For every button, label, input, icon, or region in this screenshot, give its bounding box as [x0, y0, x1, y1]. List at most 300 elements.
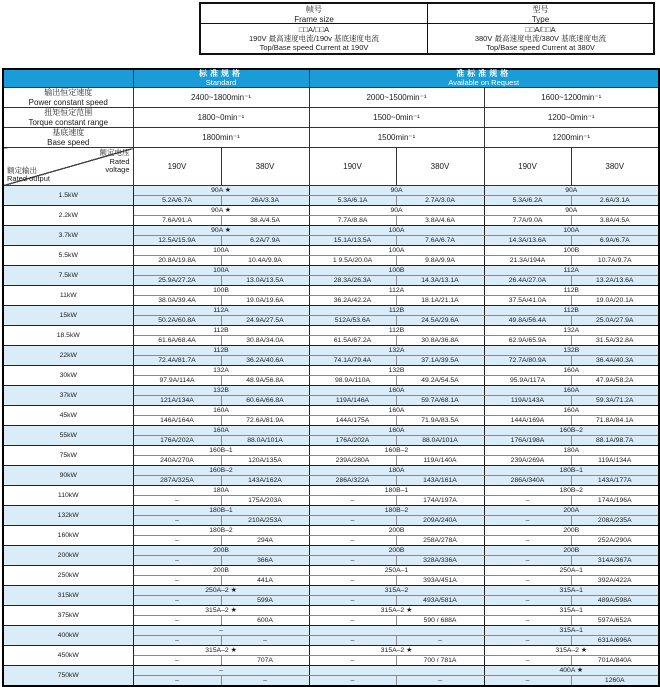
- current-value: –: [396, 636, 484, 646]
- current-value: –: [484, 536, 571, 546]
- voltage-header: 190V: [309, 148, 396, 186]
- current-value: –: [309, 676, 396, 687]
- frame-size-value: 100A: [133, 246, 309, 256]
- current-value: 10.4A/9.9A: [221, 256, 309, 266]
- type-header: [428, 4, 653, 24]
- current-value: 286A/322A: [309, 476, 396, 486]
- category-band: [3, 69, 659, 88]
- frame-size-value: 112B: [484, 286, 659, 296]
- current-value: 21.3A/194A: [484, 256, 571, 266]
- current-value: 9.8A/9.9A: [396, 256, 484, 266]
- frame-size-row: [3, 586, 659, 596]
- current-value: 13.0A/13.5A: [221, 276, 309, 286]
- spec-value: 1500min⁻¹: [309, 128, 484, 148]
- current-value: 97.9A/114A: [133, 376, 221, 386]
- spec-table: [2, 68, 660, 687]
- frame-size-row: [3, 526, 659, 536]
- voltage-header-row: [3, 148, 659, 186]
- current-value: –: [484, 596, 571, 606]
- type-desc-en: Top/Base speed Current at 380V: [486, 43, 595, 53]
- frame-size-value: 90A: [484, 186, 659, 196]
- power-rating-label: 18.5kW: [3, 326, 133, 346]
- current-value: –: [309, 536, 396, 546]
- type-title-en: Type: [531, 15, 550, 24]
- current-value: 15.1A/13.5A: [309, 236, 396, 246]
- power-constant-speed-label-en: Power constant speed: [28, 97, 108, 107]
- current-value: –: [221, 636, 309, 646]
- frame-size-value: 180A: [484, 446, 659, 456]
- current-value: 36.2A/40.6A: [221, 356, 309, 366]
- current-value: 700 / 781A: [396, 656, 484, 666]
- frame-size-value: 90A ★: [133, 186, 309, 196]
- frame-size-value: 250A–1: [484, 566, 659, 576]
- frame-size-value: 112B: [484, 306, 659, 316]
- current-value: –: [133, 556, 221, 566]
- power-rating-label: 400kW: [3, 626, 133, 646]
- frame-size-row: [3, 186, 659, 196]
- frame-size-value: 200A: [484, 506, 659, 516]
- frame-size-row: [3, 306, 659, 316]
- frame-size-value: 160B–2: [133, 466, 309, 476]
- current-value: 38.A/4.5A: [221, 216, 309, 226]
- current-value: 36.2A/42.2A: [309, 296, 396, 306]
- band-blank-cell: [3, 69, 133, 88]
- frame-size-value: 315A–2 ★: [133, 606, 309, 616]
- frame-size-row: [3, 546, 659, 556]
- frame-size-value: 90A: [484, 206, 659, 216]
- current-value: 7.6A/91.A: [133, 216, 221, 226]
- type-code: □□A/□□A: [525, 25, 556, 34]
- base-speed-label: [3, 128, 133, 148]
- current-value: 119A/140A: [396, 456, 484, 466]
- current-value: 31.5A/32.8A: [571, 336, 659, 346]
- frame-size-row: [3, 606, 659, 616]
- current-value: 146A/164A: [133, 416, 221, 426]
- current-value: 121A/134A: [133, 396, 221, 406]
- frame-size-value: 315A–2 ★: [309, 646, 484, 656]
- frame-size-value: 100B: [133, 286, 309, 296]
- power-rating-label: 1.5kW: [3, 186, 133, 206]
- current-value: –: [484, 656, 571, 666]
- power-rating-label: 11kW: [3, 286, 133, 306]
- current-value: 18.1A/21.1A: [396, 296, 484, 306]
- current-value: 71.8A/84.1A: [571, 416, 659, 426]
- current-value: 25.9A/27.2A: [133, 276, 221, 286]
- current-value: 6.2A/7.9A: [221, 236, 309, 246]
- power-rating-label: 90kW: [3, 466, 133, 486]
- frame-size-value: 90A ★: [133, 206, 309, 216]
- request-band-en: Available on Request: [448, 77, 520, 87]
- frame-size-value: –: [133, 666, 309, 676]
- current-value: 328A/336A: [396, 556, 484, 566]
- current-value: 37.1A/39.5A: [396, 356, 484, 366]
- current-value: 30.8A/34.0A: [221, 336, 309, 346]
- current-value: –: [133, 596, 221, 606]
- current-value: –: [133, 656, 221, 666]
- frame-size-value: 112B: [133, 346, 309, 356]
- current-value: –: [309, 636, 396, 646]
- current-value: 38.0A/39.4A: [133, 296, 221, 306]
- current-value: 62.9A/65.9A: [484, 336, 571, 346]
- current-value: 209A/240A: [396, 516, 484, 526]
- current-value: –: [309, 496, 396, 506]
- current-value: 239A/269A: [484, 456, 571, 466]
- current-value: 60.6A/66.8A: [221, 396, 309, 406]
- torque-constant-range-label-cn: 扭矩恒定范围: [44, 108, 93, 118]
- type-info: [427, 4, 653, 53]
- frame-size-value: 180B–1: [484, 466, 659, 476]
- current-value: –: [484, 556, 571, 566]
- current-value: 88.0A/101A: [396, 436, 484, 446]
- power-rating-label: 200kW: [3, 546, 133, 566]
- standard-band-en: Standard: [205, 77, 237, 87]
- current-value: 50.2A/60.8A: [133, 316, 221, 326]
- current-value: –: [484, 636, 571, 646]
- current-value: 599A: [221, 596, 309, 606]
- current-value: 28.3A/26.3A: [309, 276, 396, 286]
- spec-value: 1800min⁻¹: [133, 128, 309, 148]
- power-rating-label: 110kW: [3, 486, 133, 506]
- current-value: 176A/198A: [484, 436, 571, 446]
- current-value: 49.8A/56.4A: [484, 316, 571, 326]
- spec-value: 1200~0min⁻¹: [484, 108, 659, 128]
- power-rating-label: 15kW: [3, 306, 133, 326]
- frame-size-value: 180B–2: [309, 506, 484, 516]
- frame-size-row: [3, 666, 659, 676]
- power-rating-label: 450kW: [3, 646, 133, 666]
- current-value: 144A/169A: [484, 416, 571, 426]
- power-rating-label: 37kW: [3, 386, 133, 406]
- base-speed-label-cn: 基底速度: [52, 128, 85, 138]
- current-value: 59.7A/68.1A: [396, 396, 484, 406]
- current-value: 19.0A/20.1A: [571, 296, 659, 306]
- current-value: –: [309, 516, 396, 526]
- rated-output-label-en: Rated output: [7, 174, 50, 184]
- frame-size-value: –: [133, 626, 309, 636]
- frame-size-row: [3, 386, 659, 396]
- frame-size-info: [201, 4, 427, 53]
- spec-table-body: [3, 186, 659, 687]
- current-value: 119A/146A: [309, 396, 396, 406]
- rated-voltage-label: [84, 149, 130, 175]
- current-value: 98.9A/110A: [309, 376, 396, 386]
- power-rating-label: 55kW: [3, 426, 133, 446]
- frame-size-value: 100A: [309, 246, 484, 256]
- frame-size-value: 160B–2: [484, 426, 659, 436]
- power-constant-speed-row: [3, 88, 659, 108]
- spec-value: 1500~0min⁻¹: [309, 108, 484, 128]
- current-value: 1260A: [571, 676, 659, 687]
- frame-size-value: 132B: [309, 366, 484, 376]
- frame-size-value: 315A–1: [484, 626, 659, 636]
- current-value: 12.5A/15.9A: [133, 236, 221, 246]
- current-value: 143A/161A: [396, 476, 484, 486]
- spec-value: 2000~1500min⁻¹: [309, 88, 484, 108]
- current-value: 240A/270A: [133, 456, 221, 466]
- current-value: 489A/598A: [571, 596, 659, 606]
- frame-size-value: 112A: [309, 286, 484, 296]
- frame-size-value: [309, 626, 484, 636]
- frame-size-value: 315A–2: [309, 586, 484, 596]
- frame-size-value: 90A: [309, 206, 484, 216]
- current-value: –: [309, 596, 396, 606]
- rated-output-label: [7, 167, 50, 184]
- current-value: 143A/177A: [571, 476, 659, 486]
- base-speed-row: [3, 128, 659, 148]
- frame-size-title-cn: 帧号: [306, 5, 322, 14]
- current-value: 72.7A/80.9A: [484, 356, 571, 366]
- frame-size-value: 400A ★: [484, 666, 659, 676]
- frame-size-code: □□A/□□A: [298, 25, 330, 34]
- current-value: 2.6A/3.1A: [571, 196, 659, 206]
- current-value: 3.8A/4.5A: [571, 216, 659, 226]
- current-value: 210A/253A: [221, 516, 309, 526]
- power-rating-label: 45kW: [3, 406, 133, 426]
- current-value: 119A/143A: [484, 396, 571, 406]
- current-value: 7.7A/9.0A: [484, 216, 571, 226]
- spec-value: 2400~1800min⁻¹: [133, 88, 309, 108]
- current-value: 314A/367A: [571, 556, 659, 566]
- frame-size-value: 160B–2: [309, 446, 484, 456]
- current-value: –: [133, 576, 221, 586]
- base-speed-label-en: Base speed: [47, 137, 90, 147]
- current-value: 30.8A/36.8A: [396, 336, 484, 346]
- frame-size-row: [3, 246, 659, 256]
- frame-size-desc-en: Top/Base speed Current at 190V: [259, 43, 369, 53]
- frame-size-value: 132A: [133, 366, 309, 376]
- frame-size-value: 160A: [133, 426, 309, 436]
- frame-size-value: 315A–1: [484, 606, 659, 616]
- current-value: 120A/135A: [221, 456, 309, 466]
- frame-size-value: 180A: [309, 466, 484, 476]
- power-rating-label: 5.5kW: [3, 246, 133, 266]
- current-value: 24.5A/29.6A: [396, 316, 484, 326]
- power-rating-label: 750kW: [3, 666, 133, 687]
- current-value: 59.3A/71.2A: [571, 396, 659, 406]
- power-rating-label: 132kW: [3, 506, 133, 526]
- current-value: –: [309, 616, 396, 626]
- current-value: 175A/203A: [221, 496, 309, 506]
- frame-size-value: 100B: [484, 246, 659, 256]
- current-value: 144A/175A: [309, 416, 396, 426]
- frame-size-row: [3, 646, 659, 656]
- current-value: 366A: [221, 556, 309, 566]
- frame-size-row: [3, 626, 659, 636]
- frame-size-value: 132A: [309, 346, 484, 356]
- torque-constant-range-row: [3, 108, 659, 128]
- frame-size-value: 160A: [309, 426, 484, 436]
- frame-size-row: [3, 346, 659, 356]
- frame-size-value: 160B–1: [133, 446, 309, 456]
- frame-size-row: [3, 566, 659, 576]
- frame-size-value: 132B: [484, 346, 659, 356]
- type-desc-cn: 380V 最高速度电流/380V 基底速度电流: [474, 34, 607, 44]
- current-value: –: [484, 496, 571, 506]
- frame-size-row: [3, 406, 659, 416]
- current-value: –: [484, 616, 571, 626]
- frame-size-value: 132A: [484, 326, 659, 336]
- frame-size-value: 315A–2 ★: [484, 646, 659, 656]
- frame-size-row: [3, 466, 659, 476]
- frame-size-value: 180A: [133, 486, 309, 496]
- current-value: 600A: [221, 616, 309, 626]
- current-value: 3.8A/4.6A: [396, 216, 484, 226]
- current-value: 10.7A/9.7A: [571, 256, 659, 266]
- current-value: 174A/197A: [396, 496, 484, 506]
- frame-size-value: 180B–1: [309, 486, 484, 496]
- type-title-cn: 型号: [532, 5, 549, 14]
- frame-size-row: [3, 286, 659, 296]
- current-value: 239A/280A: [309, 456, 396, 466]
- voltage-header: 380V: [221, 148, 309, 186]
- frame-size-value: 112B: [309, 306, 484, 316]
- frame-size-value: 180B–1: [133, 506, 309, 516]
- current-value: 176A/202A: [133, 436, 221, 446]
- current-value: –: [133, 536, 221, 546]
- current-value: –: [484, 576, 571, 586]
- current-value: 5.3A/6.2A: [484, 196, 571, 206]
- current-value: 5.3A/6.1A: [309, 196, 396, 206]
- frame-size-value: 180B–2: [484, 486, 659, 496]
- frame-size-value: 112B: [309, 326, 484, 336]
- rated-voltage-label-en: Rated voltage: [105, 156, 130, 175]
- current-value: 14.3A/13.1A: [396, 276, 484, 286]
- frame-size-row: [3, 426, 659, 436]
- current-value: 6.9A/6.7A: [571, 236, 659, 246]
- current-value: 2.7A/3.0A: [396, 196, 484, 206]
- frame-size-value: 160A: [484, 386, 659, 396]
- frame-size-value: 100A: [484, 226, 659, 236]
- current-value: –: [133, 636, 221, 646]
- frame-size-value: 100B: [309, 266, 484, 276]
- current-value: 61.6A/68.4A: [133, 336, 221, 346]
- current-value: 61.5A/67.2A: [309, 336, 396, 346]
- current-value: 47.9A/58.2A: [571, 376, 659, 386]
- current-value: 71.9A/83.5A: [396, 416, 484, 426]
- frame-size-row: [3, 366, 659, 376]
- power-rating-label: 30kW: [3, 366, 133, 386]
- power-rating-label: 160kW: [3, 526, 133, 546]
- current-value: 24.9A/27.5A: [221, 316, 309, 326]
- current-value: 286A/340A: [484, 476, 571, 486]
- request-band: [309, 69, 659, 88]
- current-value: 287A/325A: [133, 476, 221, 486]
- torque-constant-range-label-en: Torque constant range: [28, 117, 109, 127]
- current-value: 393A/451A: [396, 576, 484, 586]
- current-value: 14.3A/13.6A: [484, 236, 571, 246]
- rated-output-label-cn: 额定输出: [7, 165, 37, 175]
- frame-size-row: [3, 266, 659, 276]
- current-value: –: [309, 576, 396, 586]
- current-value: –: [133, 676, 221, 687]
- frame-size-value: 132B: [133, 386, 309, 396]
- rated-voltage-label-cn: 额定电压: [99, 148, 130, 158]
- frame-size-value: 90A ★: [133, 226, 309, 236]
- current-value: –: [484, 676, 571, 687]
- current-value: –: [309, 556, 396, 566]
- current-value: 1 9.5A/20.0A: [309, 256, 396, 266]
- current-value: 19.0A/19.6A: [221, 296, 309, 306]
- frame-size-value: 200B: [484, 546, 659, 556]
- voltage-header: 190V: [484, 148, 571, 186]
- power-rating-label: 3.7kW: [3, 226, 133, 246]
- type-description: [428, 24, 653, 53]
- frame-size-value: 112A: [484, 266, 659, 276]
- current-value: 48.9A/56.8A: [221, 376, 309, 386]
- frame-size-value: 180B–2: [133, 526, 309, 536]
- current-value: 258A/278A: [396, 536, 484, 546]
- current-value: 72.4A/81.7A: [133, 356, 221, 366]
- current-value: 119A/134A: [571, 456, 659, 466]
- current-value: 36.4A/40.3A: [571, 356, 659, 366]
- frame-size-value: 112A: [133, 306, 309, 316]
- power-rating-label: 75kW: [3, 446, 133, 466]
- request-band-cn: 准标准规格: [456, 69, 512, 78]
- frame-size-value: 200B: [309, 546, 484, 556]
- power-rating-label: 375kW: [3, 606, 133, 626]
- current-value: 597A/652A: [571, 616, 659, 626]
- frame-size-value: 100A: [309, 226, 484, 236]
- current-value: 49.2A/54.5A: [396, 376, 484, 386]
- voltage-header: 380V: [396, 148, 484, 186]
- current-value: –: [396, 676, 484, 687]
- frame-size-value: 90A: [309, 186, 484, 196]
- frame-size-value: 112B: [133, 326, 309, 336]
- current-value: 20.8A/19.8A: [133, 256, 221, 266]
- current-value: 512A/53.6A: [309, 316, 396, 326]
- current-value: –: [484, 516, 571, 526]
- current-value: 7.7A/8.8A: [309, 216, 396, 226]
- current-value: 294A: [221, 536, 309, 546]
- frame-size-value: 315A–1: [484, 586, 659, 596]
- current-value: 707A: [221, 656, 309, 666]
- current-value: 37.5A/41.0A: [484, 296, 571, 306]
- voltage-header: 380V: [571, 148, 659, 186]
- frame-size-value: [309, 666, 484, 676]
- frame-size-row: [3, 326, 659, 336]
- info-box: [199, 2, 655, 55]
- frame-size-value: 315A–2 ★: [309, 606, 484, 616]
- frame-size-value: 250A–1: [309, 566, 484, 576]
- frame-size-row: [3, 226, 659, 236]
- current-value: 7.6A/6.7A: [396, 236, 484, 246]
- current-value: –: [133, 616, 221, 626]
- standard-band: [133, 69, 309, 88]
- current-value: 392A/422A: [571, 576, 659, 586]
- frame-size-title-en: Frame size: [294, 15, 334, 24]
- power-rating-label: 7.5kW: [3, 266, 133, 286]
- current-value: –: [133, 516, 221, 526]
- frame-size-value: 200B: [309, 526, 484, 536]
- frame-size-value: 160A: [484, 406, 659, 416]
- current-value: 701A/840A: [571, 656, 659, 666]
- spec-value: 1200min⁻¹: [484, 128, 659, 148]
- voltage-header: 190V: [133, 148, 221, 186]
- spec-value: 1800~0min⁻¹: [133, 108, 309, 128]
- current-value: –: [133, 496, 221, 506]
- current-value: 95.9A/117A: [484, 376, 571, 386]
- current-value: 441A: [221, 576, 309, 586]
- current-value: 88.1A/98.7A: [571, 436, 659, 446]
- current-value: 208A/235A: [571, 516, 659, 526]
- current-value: 176A/202A: [309, 436, 396, 446]
- current-value: 5.2A/6.7A: [133, 196, 221, 206]
- power-rating-label: 250kW: [3, 566, 133, 586]
- current-value: 493A/581A: [396, 596, 484, 606]
- current-value: 74.1A/79.4A: [309, 356, 396, 366]
- current-value: 26.4A/27.0A: [484, 276, 571, 286]
- current-value: 631A/696A: [571, 636, 659, 646]
